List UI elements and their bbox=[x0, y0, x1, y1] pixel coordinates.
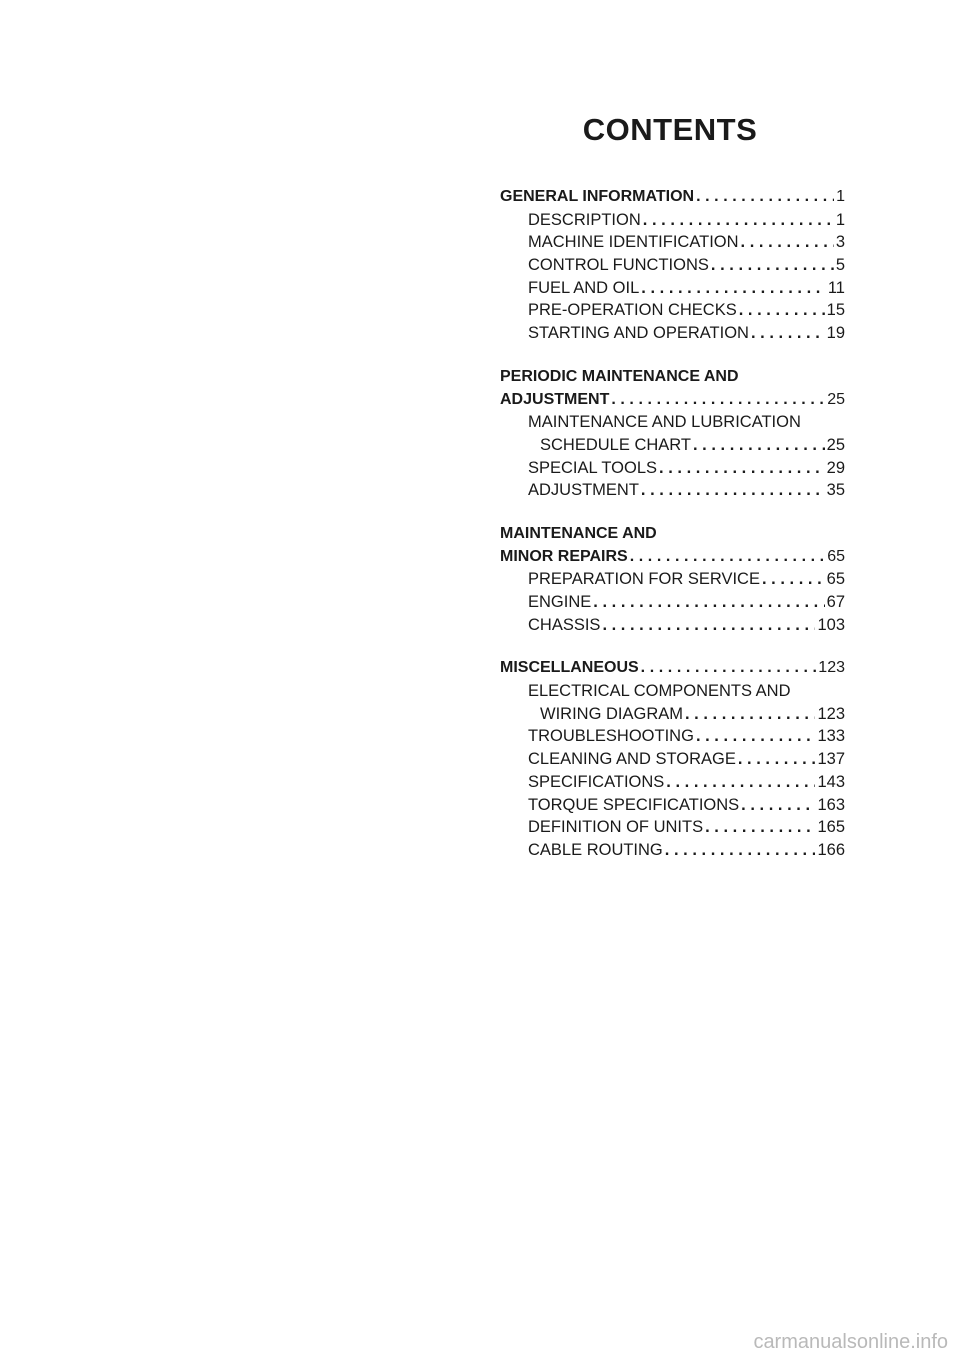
toc-leader-dots bbox=[641, 479, 825, 502]
toc-entry-label: ENGINE bbox=[528, 593, 592, 611]
toc-entry-label: ADJUSTMENT bbox=[500, 390, 610, 408]
toc-entry[interactable] bbox=[500, 231, 845, 254]
toc-entry[interactable] bbox=[500, 794, 845, 817]
toc-section bbox=[500, 657, 845, 861]
toc-leader-dots bbox=[685, 703, 815, 726]
toc-entry[interactable] bbox=[500, 299, 845, 322]
toc-page-number: 29 bbox=[826, 458, 845, 477]
toc-entry-label: DESCRIPTION bbox=[528, 210, 641, 229]
page-title: CONTENTS bbox=[582, 112, 758, 147]
toc-page-number: 1 bbox=[835, 210, 845, 229]
toc-leader-dots bbox=[659, 457, 825, 480]
toc-page-number: 123 bbox=[817, 704, 845, 723]
toc-page-number: 65 bbox=[827, 547, 845, 565]
toc-leader-dots bbox=[739, 299, 825, 322]
toc-leader-dots bbox=[741, 231, 834, 254]
toc-page-number: 1 bbox=[836, 188, 845, 205]
toc-page-number: 163 bbox=[817, 795, 845, 814]
toc-leader-dots bbox=[641, 277, 826, 300]
toc-entry-label: MACHINE IDENTIFICATION bbox=[528, 233, 739, 252]
toc-entry-label: SPECIFICATIONS bbox=[528, 772, 665, 791]
toc-entry[interactable] bbox=[500, 680, 845, 703]
toc-entry[interactable] bbox=[500, 568, 845, 591]
toc-page-number: 137 bbox=[817, 750, 845, 769]
toc-entry-label: SCHEDULE CHART bbox=[540, 435, 691, 454]
toc-entry-label: ADJUSTMENT bbox=[528, 481, 639, 500]
toc-page-number: 123 bbox=[818, 659, 845, 677]
toc-section bbox=[500, 523, 845, 636]
toc-entry[interactable] bbox=[500, 546, 845, 569]
toc-entry[interactable] bbox=[500, 703, 845, 726]
toc-page-number: 67 bbox=[826, 593, 845, 611]
toc-leader-dots bbox=[738, 748, 816, 771]
toc-entry[interactable] bbox=[500, 748, 845, 771]
toc-entry[interactable] bbox=[500, 479, 845, 502]
toc-leader-dots bbox=[696, 725, 816, 748]
toc-entry-label: MISCELLANEOUS bbox=[500, 659, 639, 677]
toc-entry[interactable] bbox=[500, 591, 845, 614]
toc-entry-label: MAINTENANCE AND LUBRICATION bbox=[528, 413, 801, 432]
toc-entry[interactable] bbox=[500, 277, 845, 300]
toc-leader-dots bbox=[693, 434, 825, 457]
toc-entry[interactable] bbox=[500, 322, 845, 345]
toc-entry[interactable] bbox=[500, 614, 845, 637]
toc-entry[interactable] bbox=[500, 457, 845, 480]
toc-entry-label: PRE-OPERATION CHECKS bbox=[528, 301, 737, 320]
toc-leader-dots bbox=[641, 657, 817, 680]
toc-entry-label: MINOR REPAIRS bbox=[500, 547, 628, 565]
table-of-contents bbox=[500, 186, 845, 883]
toc-entry-label: PERIODIC MAINTENANCE AND bbox=[500, 367, 739, 385]
toc-leader-dots bbox=[696, 186, 834, 209]
toc-entry[interactable] bbox=[500, 816, 845, 839]
toc-entry-label: GENERAL INFORMATION bbox=[500, 188, 695, 205]
toc-leader-dots bbox=[741, 794, 815, 817]
toc-page-number: 25 bbox=[827, 390, 845, 408]
toc-page-number: 103 bbox=[817, 615, 845, 634]
toc-entry-label: WIRING DIAGRAM bbox=[540, 704, 683, 723]
watermark-text: carmanualsonline.info bbox=[753, 1331, 948, 1353]
toc-entry[interactable] bbox=[500, 254, 845, 277]
toc-entry[interactable] bbox=[500, 657, 845, 680]
toc-entry-label: SPECIAL TOOLS bbox=[528, 458, 658, 477]
toc-entry-label: TORQUE SPECIFICATIONS bbox=[528, 795, 740, 814]
toc-page-number: 15 bbox=[826, 301, 845, 320]
toc-entry-label: CABLE ROUTING bbox=[528, 840, 663, 859]
toc-entry-label: PREPARATION FOR SERVICE bbox=[528, 570, 760, 589]
toc-entry-label: DEFINITION OF UNITS bbox=[528, 818, 704, 837]
toc-page-number: 35 bbox=[826, 481, 845, 500]
toc-entry[interactable] bbox=[500, 186, 845, 209]
toc-page-number: 5 bbox=[835, 256, 845, 275]
toc-entry[interactable] bbox=[500, 389, 845, 412]
toc-entry[interactable] bbox=[500, 771, 845, 794]
toc-page-number: 25 bbox=[826, 435, 845, 454]
toc-leader-dots bbox=[762, 568, 825, 591]
toc-page-number: 65 bbox=[826, 570, 845, 589]
toc-page-number: 11 bbox=[827, 278, 845, 297]
toc-leader-dots bbox=[611, 389, 825, 412]
toc-entry-label: TROUBLESHOOTING bbox=[528, 727, 694, 746]
toc-entry[interactable] bbox=[500, 725, 845, 748]
toc-page-number: 165 bbox=[817, 818, 845, 837]
toc-entry-label: CLEANING AND STORAGE bbox=[528, 750, 736, 769]
toc-entry[interactable] bbox=[500, 839, 845, 862]
toc-entry-label: MAINTENANCE AND bbox=[500, 524, 657, 542]
toc-page-number: 143 bbox=[817, 772, 845, 791]
toc-leader-dots bbox=[705, 816, 815, 839]
toc-page-number: 19 bbox=[826, 324, 845, 343]
toc-section bbox=[500, 186, 845, 345]
toc-leader-dots bbox=[593, 591, 824, 614]
toc-page-number: 133 bbox=[817, 727, 845, 746]
toc-entry[interactable] bbox=[500, 434, 845, 457]
toc-entry-label: CONTROL FUNCTIONS bbox=[528, 256, 709, 275]
toc-entry-label: ELECTRICAL COMPONENTS AND bbox=[528, 682, 791, 701]
toc-leader-dots bbox=[666, 771, 815, 794]
toc-entry[interactable] bbox=[500, 411, 845, 434]
toc-page-number: 166 bbox=[817, 840, 845, 859]
toc-entry[interactable] bbox=[500, 366, 845, 389]
toc-leader-dots bbox=[665, 839, 816, 862]
toc-page-number: 3 bbox=[835, 233, 845, 252]
toc-entry-label: FUEL AND OIL bbox=[528, 278, 640, 297]
toc-section bbox=[500, 366, 845, 502]
toc-entry-label: CHASSIS bbox=[528, 615, 601, 634]
toc-entry-label: STARTING AND OPERATION bbox=[528, 324, 749, 343]
toc-entry[interactable] bbox=[500, 209, 845, 232]
toc-leader-dots bbox=[751, 322, 825, 345]
toc-entry[interactable] bbox=[500, 523, 845, 546]
toc-leader-dots bbox=[643, 209, 834, 232]
toc-leader-dots bbox=[630, 546, 825, 569]
toc-leader-dots bbox=[711, 254, 834, 277]
toc-leader-dots bbox=[602, 614, 815, 637]
